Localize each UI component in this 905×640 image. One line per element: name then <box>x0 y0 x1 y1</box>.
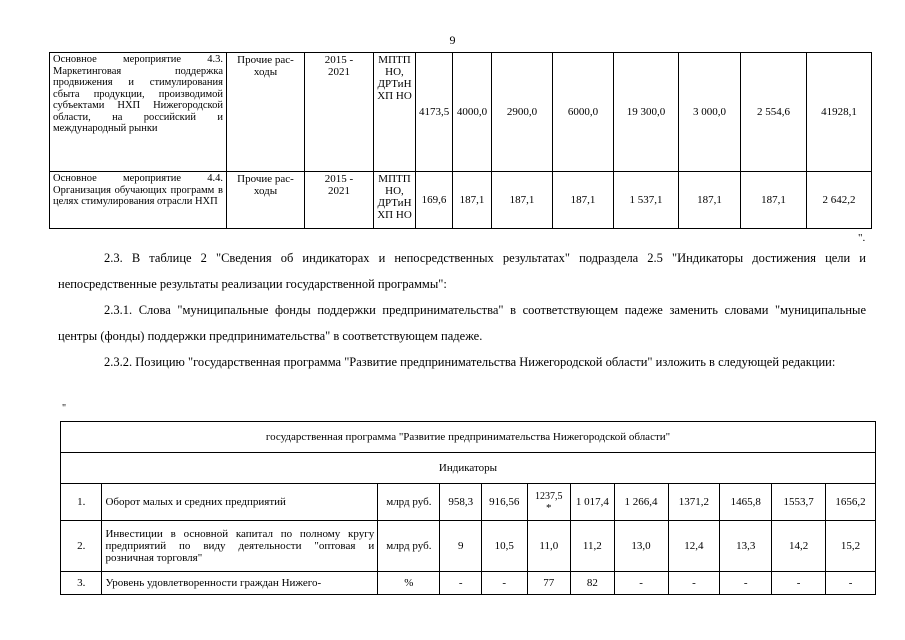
value-cell: 1465,8 <box>720 484 772 521</box>
value-cell: 187,1 <box>679 172 741 229</box>
page-number: 9 <box>449 33 456 47</box>
value-cell: 11,2 <box>571 521 615 572</box>
row-number: 2. <box>61 521 102 572</box>
paragraph: 2.3.1. Слова "муниципальные фонды поддержки предпринимательства" в соответствующем падеже заменить словами "муниципальные центры (фонды) поддержки предпринимательства" в соответствующем падеже. <box>58 303 866 343</box>
expense-type: Прочие рас- ходы <box>227 172 305 229</box>
row-number: 1. <box>61 484 102 521</box>
value-cell: 13,3 <box>720 521 772 572</box>
value-cell: - <box>440 572 481 595</box>
row-number: 3. <box>61 572 102 595</box>
value-cell: 916,56 <box>481 484 527 521</box>
value-cell: 1237,5 * <box>527 484 571 521</box>
value-cell: 1553,7 <box>772 484 826 521</box>
value-cell: 12,4 <box>668 521 720 572</box>
activity-name: Основное мероприятие 4.3. Маркетинговая поддержка продвижения и стимулирования сбыта продукции, производимой субъектами НХП Нижегородской области, на российский и международный рынки <box>50 53 227 172</box>
unit: млрд руб. <box>378 484 440 521</box>
value-cell: 2900,0 <box>492 53 553 172</box>
executor: МПТП НО, ДРТиН ХП НО <box>374 172 416 229</box>
value-cell: 6000,0 <box>553 53 614 172</box>
table-row <box>50 172 872 229</box>
value-cell: 82 <box>571 572 615 595</box>
value-cell: 3 000,0 <box>679 53 741 172</box>
table-row <box>61 521 876 572</box>
opening-quote: " <box>62 403 67 414</box>
value-cell: 187,1 <box>741 172 807 229</box>
unit: млрд руб. <box>378 521 440 572</box>
indicator-name: Оборот малых и средних предприятий <box>102 484 378 521</box>
value-cell: 77 <box>527 572 571 595</box>
value-cell: - <box>772 572 826 595</box>
period: 2015 - 2021 <box>305 172 374 229</box>
indicator-name: Уровень удовлетворенности граждан Нижего- <box>102 572 378 595</box>
value-cell: 4173,5 <box>416 53 453 172</box>
indicators-table <box>60 421 876 595</box>
footnote-mark: * <box>546 502 552 514</box>
value-cell: - <box>614 572 668 595</box>
value-cell: 19 300,0 <box>614 53 679 172</box>
table-row <box>61 572 876 595</box>
value-cell: 1 537,1 <box>614 172 679 229</box>
value-cell: 15,2 <box>826 521 876 572</box>
value-cell: 169,6 <box>416 172 453 229</box>
unit: % <box>378 572 440 595</box>
indicators-header: Индикаторы <box>61 453 876 484</box>
value-cell: 9 <box>440 521 481 572</box>
period: 2015 - 2021 <box>305 53 374 172</box>
value-cell: - <box>826 572 876 595</box>
value-cell: 1 266,4 <box>614 484 668 521</box>
value-cell: 958,3 <box>440 484 481 521</box>
value-cell: 11,0 <box>527 521 571 572</box>
value-cell: - <box>481 572 527 595</box>
value-cell: - <box>668 572 720 595</box>
expense-type: Прочие рас- ходы <box>227 53 305 172</box>
table-row <box>50 53 872 172</box>
value-cell: 10,5 <box>481 521 527 572</box>
value-cell: 2 554,6 <box>741 53 807 172</box>
value-cell: 1656,2 <box>826 484 876 521</box>
value-cell: 1371,2 <box>668 484 720 521</box>
value-cell: 41928,1 <box>807 53 872 172</box>
closing-quote: ". <box>858 232 866 244</box>
executor: МПТП НО, ДРТиН ХП НО <box>374 53 416 172</box>
paragraph: 2.3. В таблице 2 "Сведения об индикаторах и непосредственных результатах" подраздела 2.5 "Индикаторы достижения цели и непосредственные результаты реализации государственной программы": <box>58 251 866 291</box>
value-cell: 187,1 <box>553 172 614 229</box>
table-row <box>61 484 876 521</box>
value-cell: 2 642,2 <box>807 172 872 229</box>
value-cell: 14,2 <box>772 521 826 572</box>
value-cell: - <box>720 572 772 595</box>
value-cell: 4000,0 <box>453 53 492 172</box>
expenses-table <box>49 52 872 229</box>
program-title: государственная программа "Развитие предпринимательства Нижегородской области" <box>61 422 876 453</box>
value-cell: 13,0 <box>614 521 668 572</box>
activity-name: Основное мероприятие 4.4. Организация обучающих программ в целях стимулирования отрасли НХП <box>50 172 227 229</box>
value-cell: 187,1 <box>492 172 553 229</box>
indicator-name: Инвестиции в основной капитал по полному кругу предприятий по виду деятельности "оптовая и розничная торговля" <box>102 521 378 572</box>
value-cell: 187,1 <box>453 172 492 229</box>
paragraph: 2.3.2. Позицию "государственная программа "Развитие предпринимательства Нижегородской области" изложить в следующей редакции: <box>104 355 836 369</box>
value-cell: 1 017,4 <box>571 484 615 521</box>
